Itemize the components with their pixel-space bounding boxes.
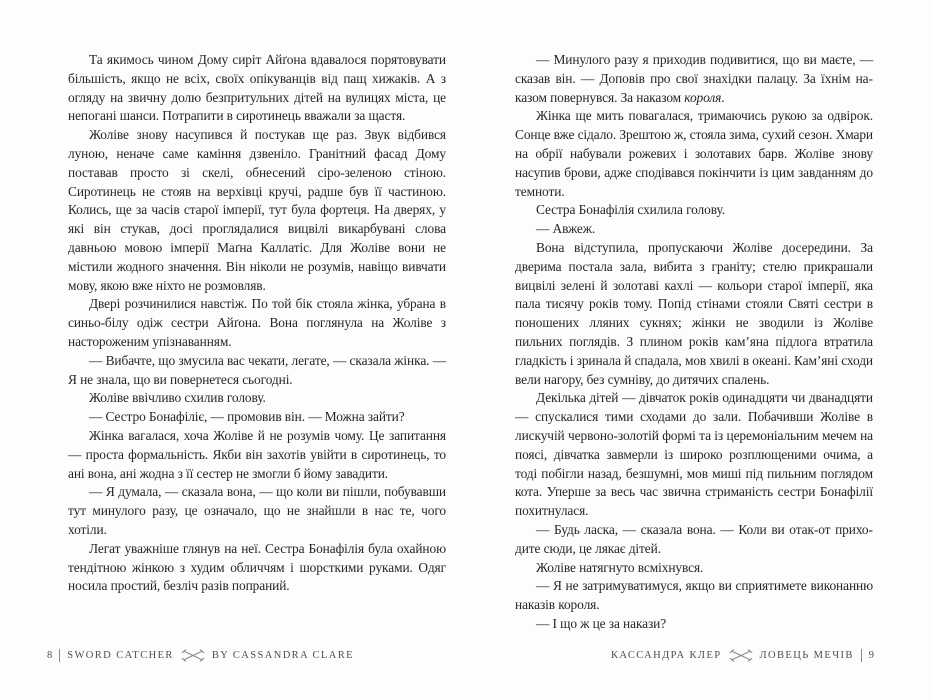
text-run: Жоліве знову насупився й постукав ще раз. Звук відбився луною, неначе саме каміння дзвеніло. Гранітний фасад Дому поставав просто зі скелі, обнесений сіро-зеленою стіною. Сиротинець не стояв на верхівці кручі, радше був її частиною. Колись, ще за часів старої імперії, тут була фортеця. На дверях, у які він стукав, досі проглядалися вицвілі викарбувані слова давньою мовою імперії Маґна Каллатіс. Для Жоліве вони не містили жодного значення. Він ніколи не розумів, навіщо вивчати мову, якою вже ніхто не розмовляв. xyxy=(68,127,446,293)
paragraph xyxy=(68,295,446,351)
paragraph xyxy=(515,521,873,559)
text-run: Жінка ще мить повагалася, тримаючись рукою за одвірок. Сонце вже сідало. Зрештою ж, стояла зима, сухий сезон. Хмари на обрії набували рожевих і золотавих барв. Жоліве знову насупив брови, адже сподівався покінчити із цим завданням до темноти. xyxy=(515,108,873,199)
paragraph xyxy=(68,483,446,539)
paragraph xyxy=(515,389,873,521)
paragraph xyxy=(515,577,873,615)
text-run: — І що ж це за накази? xyxy=(536,615,667,631)
text-run: . xyxy=(721,89,725,105)
text-run: — Сестро Бонафіліє, — промовив він. — Можна зайти? xyxy=(89,409,405,425)
paragraph xyxy=(68,126,446,295)
text-run: — Вибачте, що змусила вас чекати, легате, — сказала жінка. — Я не знала, що ви повернетеся сьогодні. xyxy=(68,352,446,387)
paragraph xyxy=(515,201,873,220)
paragraph xyxy=(515,615,873,634)
left-page-footer xyxy=(47,649,354,662)
paragraph xyxy=(68,51,446,126)
footer-author: КАССАНДРА КЛЕР xyxy=(610,650,722,661)
text-run: — Авжеж. xyxy=(536,221,596,237)
text-run: — Минулого разу я приходив подивитися, що ви маєте, — сказав він. — Доповів про свої знахідки палацу. За їхнім наказом повернувся. За наказом xyxy=(515,52,873,105)
left-page-text xyxy=(68,51,446,596)
footer-divider xyxy=(861,649,862,662)
text-run: Легат уважніше глянув на неї. Сестра Бонафілія була охайною тендітною жінкою з худим обличчям і шорсткими руками. Одяг носила простий, безліч разів попраний. xyxy=(68,540,446,594)
footer-divider xyxy=(59,649,60,662)
footer-author: BY CASSANDRA CLARE xyxy=(211,650,354,661)
paragraph xyxy=(515,239,873,389)
paragraph xyxy=(68,389,446,408)
text-run: Двері розчинилися навстіж. По той бік стояла жінка, убрана в синьо-білу одіж сестри Айґона. Вона поглянула на Жоліве з настороженим упізнаванням. xyxy=(68,296,446,349)
paragraph xyxy=(515,51,873,107)
footer-book-title: SWORD CATCHER xyxy=(67,650,174,661)
paragraph xyxy=(68,427,446,483)
text-run: — Я не затримуватимуся, якщо ви сприятимете виконанню наказів короля. xyxy=(515,578,873,613)
paragraph xyxy=(68,352,446,390)
text-run: Сестра Бонафілія схилила голову. xyxy=(536,202,725,218)
text-run: Жоліве натягнуто всміхнувся. xyxy=(536,559,704,575)
crossed-swords-icon xyxy=(729,649,753,662)
right-page-footer xyxy=(611,649,874,662)
paragraph xyxy=(515,220,873,239)
paragraph xyxy=(515,107,873,201)
paragraph xyxy=(68,408,446,427)
text-run: — Я думала, — сказала вона, — що коли ви пішли, побувавши тут минулого разу, це означало, що не знайшли в нас те, чого хотіли. xyxy=(68,484,446,537)
page-number-left: 8 xyxy=(47,650,53,661)
footer-book-title: ЛОВЕЦЬ МЕЧІВ xyxy=(759,650,854,661)
text-run: Та якимось чином Дому сиріт Айґона вдавалося порятовувати більшість, якщо не всіх, своїх опікуванців від пащ хижаків. А з огляду на звичну долю безпритульних дітей на вулицях міста, це непогані шанси. Потрапити в сиротинець вважали за щастя. xyxy=(68,52,446,124)
text-run: Жінка вагалася, хоча Жоліве й не розумів чому. Це запитання — проста формальність. Якби він захотів увійти в сиротинець, то ані вона, ані жодна з її сестер не змогли б йому завадити. xyxy=(68,427,446,481)
text-run: — Будь ласка, — сказала вона. — Коли ви отак-от приходите сюди, це лякає дітей. xyxy=(515,521,873,556)
page-number-right: 9 xyxy=(868,650,874,661)
text-run: Жоліве ввічливо схилив голову. xyxy=(89,390,266,406)
paragraph xyxy=(515,559,873,578)
crossed-swords-icon xyxy=(181,649,205,662)
right-page-text xyxy=(515,51,873,634)
text-run: Декілька дітей — дівчаток років одинадцяти чи дванадцяти — спускалися тими сходами до зали. Побачивши Жоліве в лискучій червоно-золотій формі та із церемоніальним мечем на поясі, дівчатка завмерли із широко розплющеними очима, а тоді побігли назад, безшумні, мов миші під пильним поглядом кота. Уперше за весь час звична стриманість сестри Бонафілії похитнулася. xyxy=(515,390,873,519)
italic-text-run: короля xyxy=(684,89,722,105)
text-run: Вона відступила, пропускаючи Жоліве досередини. За дверима постала зала, вибита з граніту; стелю прикрашали вицвілі зелені й золотаві кахлі — кольори старої імперії, яка пала тисячу років тому. Попід стінами стояли Святі сестри в поношених лляних сукнях; жінки не зводили із Жоліве пильних поглядів. З плином років кам’яна підлога втратила гладкість і зринала й спадала, мов хвилі в океані. Кам’яні сходи вели нагору, без сумніву, до дитячих спалень. xyxy=(515,239,873,387)
paragraph xyxy=(68,540,446,596)
